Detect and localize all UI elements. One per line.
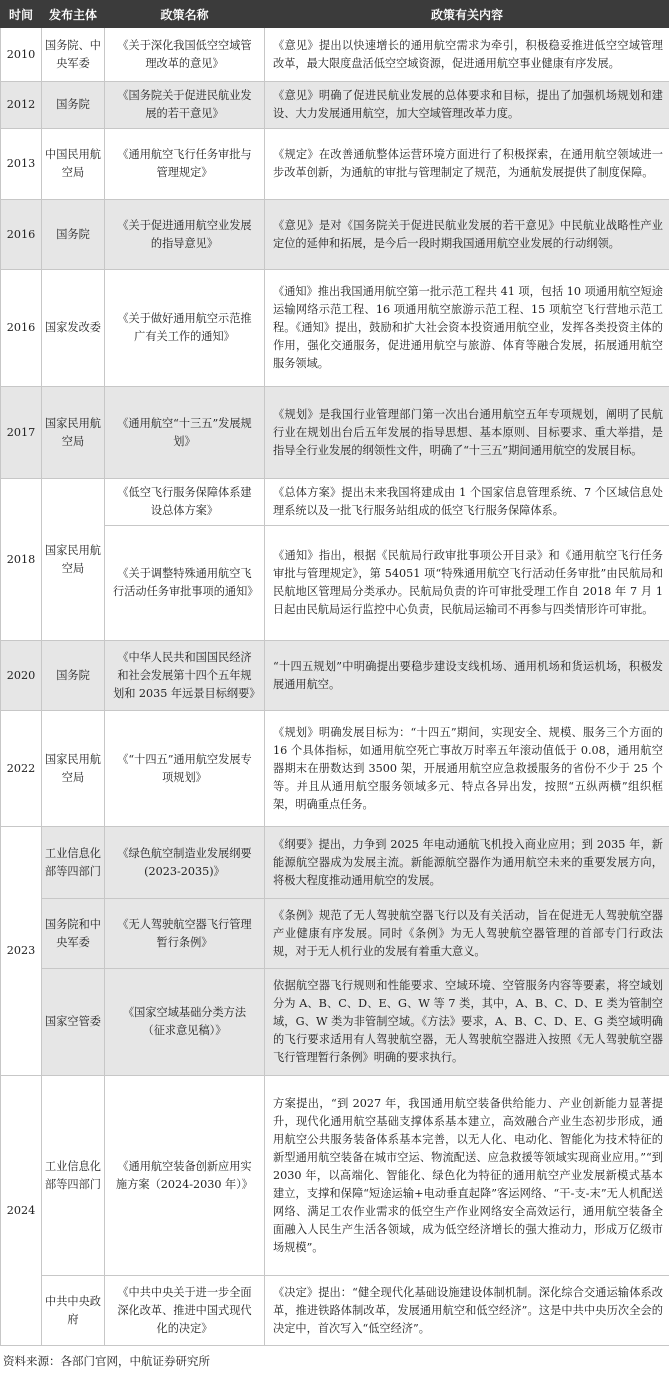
year-cell: 2010: [1, 28, 42, 82]
content-cell: 依据航空器飞行规则和性能要求、空域环境、空管服务内容等要素，将空域划分为 A、B、C、D、E、G、W 等 7 类，其中，A、B、C、D、E 类为管制空域，G、W 类为非管制空域。《方法》要求，A、B、C、D、E、G 类空域明确的飞行要求适用有人驾驶航空器，无人驾驶航空器进入按照《无人驾驶航空器飞行管理暂行条例》明确的要求执行。: [265, 969, 669, 1076]
content-cell: 《决定》提出：“健全现代化基础设施建设体制机制。深化综合交通运输体系改革，推进铁路体制改革，发展通用航空和低空经济”。这是中共中央历次全会的决定中，首次写入“低空经济”。: [265, 1276, 669, 1346]
table-row: [1, 387, 669, 479]
table-row: [1, 641, 669, 711]
policy-name-cell: 《通用航空装备创新应用实施方案（2024-2030 年）》: [105, 1076, 265, 1276]
publisher-cell: 国务院和中央军委: [42, 899, 105, 969]
publisher-cell: 国务院、中央军委: [42, 28, 105, 82]
publisher-cell: 国务院: [42, 641, 105, 711]
table-row: [1, 1276, 669, 1346]
year-cell: 2023: [1, 827, 42, 1076]
publisher-cell: 国家民用航空局: [42, 479, 105, 641]
source-note: 资料来源：各部门官网，中航证券研究所: [3, 1354, 210, 1368]
header-publisher: 发布主体: [42, 1, 105, 28]
policy-name-cell: 《“十四五”通用航空发展专项规划》: [105, 711, 265, 827]
year-cell: 2016: [1, 270, 42, 387]
year-cell: 2024: [1, 1076, 42, 1346]
policy-name-cell: 《通用航空飞行任务审批与管理规定》: [105, 129, 265, 200]
table-row: [1, 129, 669, 200]
year-cell: 2018: [1, 479, 42, 641]
table-row: [1, 899, 669, 969]
publisher-cell: 国家民用航空局: [42, 711, 105, 827]
content-cell: 《规划》明确发展目标为：“十四五”期间，实现安全、规模、服务三个方面的 16 个具体指标，如通用航空死亡事故万时率五年滚动值低于 0.08，通用航空器期末在册数达到 3500 架，开展通用航空应急救援服务的省份不少于 25 个等。并且从通用航空服务领域多元、特点各异出发，按照“五纵两横”组织框架，明确重点任务。: [265, 711, 669, 827]
table-row: [1, 270, 669, 387]
publisher-cell: 工业信息化部等四部门: [42, 827, 105, 899]
policy-name-cell: 《通用航空“十三五”发展规划》: [105, 387, 265, 479]
policy-name-cell: 《无人驾驶航空器飞行管理暂行条例》: [105, 899, 265, 969]
policy-name-cell: 《绿色航空制造业发展纲要(2023-2035)》: [105, 827, 265, 899]
policy-name-cell: 《关于深化我国低空空域管理改革的意见》: [105, 28, 265, 82]
policy-name-cell: 《关于做好通用航空示范推广有关工作的通知》: [105, 270, 265, 387]
table-row: [1, 969, 669, 1076]
content-cell: 《总体方案》提出未来我国将建成由 1 个国家信息管理系统、7 个区域信息处理系统以及一批飞行服务站组成的低空飞行服务保障体系。: [265, 479, 669, 526]
publisher-cell: 国务院: [42, 82, 105, 129]
year-cell: 2022: [1, 711, 42, 827]
table-row: [1, 479, 669, 526]
year-cell: 2020: [1, 641, 42, 711]
content-cell: 《通知》推出我国通用航空第一批示范工程共 41 项，包括 10 项通用航空短途运输网络示范工程、16 项通用航空旅游示范工程、15 项航空飞行营地示范工程。《通知》提出，鼓励和扩大社会资本投资通用航空业，发挥各类投资主体的作用，强化交通服务，促进通用航空与旅游、体育等融合发展，拓展通用航空服务领域。: [265, 270, 669, 387]
content-cell: 《规定》在改善通航整体运营环境方面进行了积极探索，在通用航空领域进一步改革创新，为通航的审批与管理制定了规范，为通航发展提供了制度保障。: [265, 129, 669, 200]
year-cell: 2012: [1, 82, 42, 129]
policy-name-cell: 《低空飞行服务保障体系建设总体方案》: [105, 479, 265, 526]
publisher-cell: 国务院: [42, 200, 105, 270]
policy-name-cell: 《中共中央关于进一步全面深化改革、推进中国式现代化的决定》: [105, 1276, 265, 1346]
table-row: [1, 711, 669, 827]
publisher-cell: 国家空管委: [42, 969, 105, 1076]
header-year: 时间: [1, 1, 42, 28]
policy-name-cell: 《国务院关于促进民航业发展的若干意见》: [105, 82, 265, 129]
publisher-cell: 国家民用航空局: [42, 387, 105, 479]
content-cell: 《意见》提出以快速增长的通用航空需求为牵引，积极稳妥推进低空空域管理改革，最大限度盘活低空空域资源，促进通用航空事业健康有序发展。: [265, 28, 669, 82]
content-cell: “十四五规划”中明确提出要稳步建设支线机场、通用机场和货运机场，积极发展通用航空。: [265, 641, 669, 711]
publisher-cell: 中共中央政府: [42, 1276, 105, 1346]
policy-name-cell: 《国家空域基础分类方法（征求意见稿）》: [105, 969, 265, 1076]
table-row: [1, 827, 669, 899]
policy-name-cell: 《中华人民共和国国民经济和社会发展第十四个五年规划和 2035 年远景目标纲要》: [105, 641, 265, 711]
content-cell: 方案提出，“到 2027 年，我国通用航空装备供给能力、产业创新能力显著提升，现代化通用航空基础支撑体系基本建立，高效融合产业生态初步形成，通用航空公共服务装备体系基本完善，以无人化、电动化、智能化为技术特征的新型通用航空装备在城市空运、物流配送、应急救援等领域实现商业应用。”“到 2030 年，以高端化、智能化、绿色化为特征的通用航空产业发展新模式基本建立，支撑和保障“短途运输+电动垂直起降”客运网络、“干-支-末”无人机配送网络、满足工农作业需求的低空生产作业网络安全高效运行，通用航空装备全面融入人民生产生活各领域，成为低空经济增长的强大推动力，形成万亿级市场规模”。: [265, 1076, 669, 1276]
year-cell: 2016: [1, 200, 42, 270]
header-row: [1, 1, 669, 28]
content-cell: 《规划》是我国行业管理部门第一次出台通用航空五年专项规划，阐明了民航行业在规划出台后五年发展的指导思想、基本原则、目标要求、重大举措，是指导全行业发展的纲领性文件，明确了“十三五”期间通用航空的发展目标。: [265, 387, 669, 479]
content-cell: 《纲要》提出，力争到 2025 年电动通航飞机投入商业应用；到 2035 年，新能源航空器成为发展主流。新能源航空器作为通用航空未来的重要发展方向，将极大程度推动通用航空的发展。: [265, 827, 669, 899]
content-cell: 《条例》规范了无人驾驶航空器飞行以及有关活动，旨在促进无人驾驶航空器产业健康有序发展。同时《条例》为无人驾驶航空器管理的首部专门行政法规，对于无人机行业的发展有着重大意义。: [265, 899, 669, 969]
publisher-cell: 国家发改委: [42, 270, 105, 387]
content-cell: 《意见》明确了促进民航业发展的总体要求和目标，提出了加强机场规划和建设、大力发展通用航空，加大空域管理改革力度。: [265, 82, 669, 129]
content-cell: 《通知》指出，根据《民航局行政审批事项公开目录》和《通用航空飞行任务审批与管理规定》，第 54051 项“特殊通用航空飞行活动任务审批”由民航局和民航地区管理局分类承办。民航局负责的许可审批受理工作自 2018 年 7 月 1 日起由民航局运行监控中心负责，民航局运输司不再参与四类情形许可审批。: [265, 526, 669, 641]
year-cell: 2017: [1, 387, 42, 479]
policy-name-cell: 《关于调整特殊通用航空飞行活动任务审批事项的通知》: [105, 526, 265, 641]
content-cell: 《意见》是对《国务院关于促进民航业发展的若干意见》中民航业战略性产业定位的延伸和拓展，是今后一段时期我国通用航空业发展的行动纲领。: [265, 200, 669, 270]
table-row: [1, 28, 669, 82]
table-row: [1, 200, 669, 270]
header-content: 政策有关内容: [265, 1, 669, 28]
policy-name-cell: 《关于促进通用航空业发展的指导意见》: [105, 200, 265, 270]
year-cell: 2013: [1, 129, 42, 200]
table-row: [1, 1076, 669, 1276]
publisher-cell: 中国民用航空局: [42, 129, 105, 200]
table-row: [1, 82, 669, 129]
header-policy-name: 政策名称: [105, 1, 265, 28]
publisher-cell: 工业信息化部等四部门: [42, 1076, 105, 1276]
